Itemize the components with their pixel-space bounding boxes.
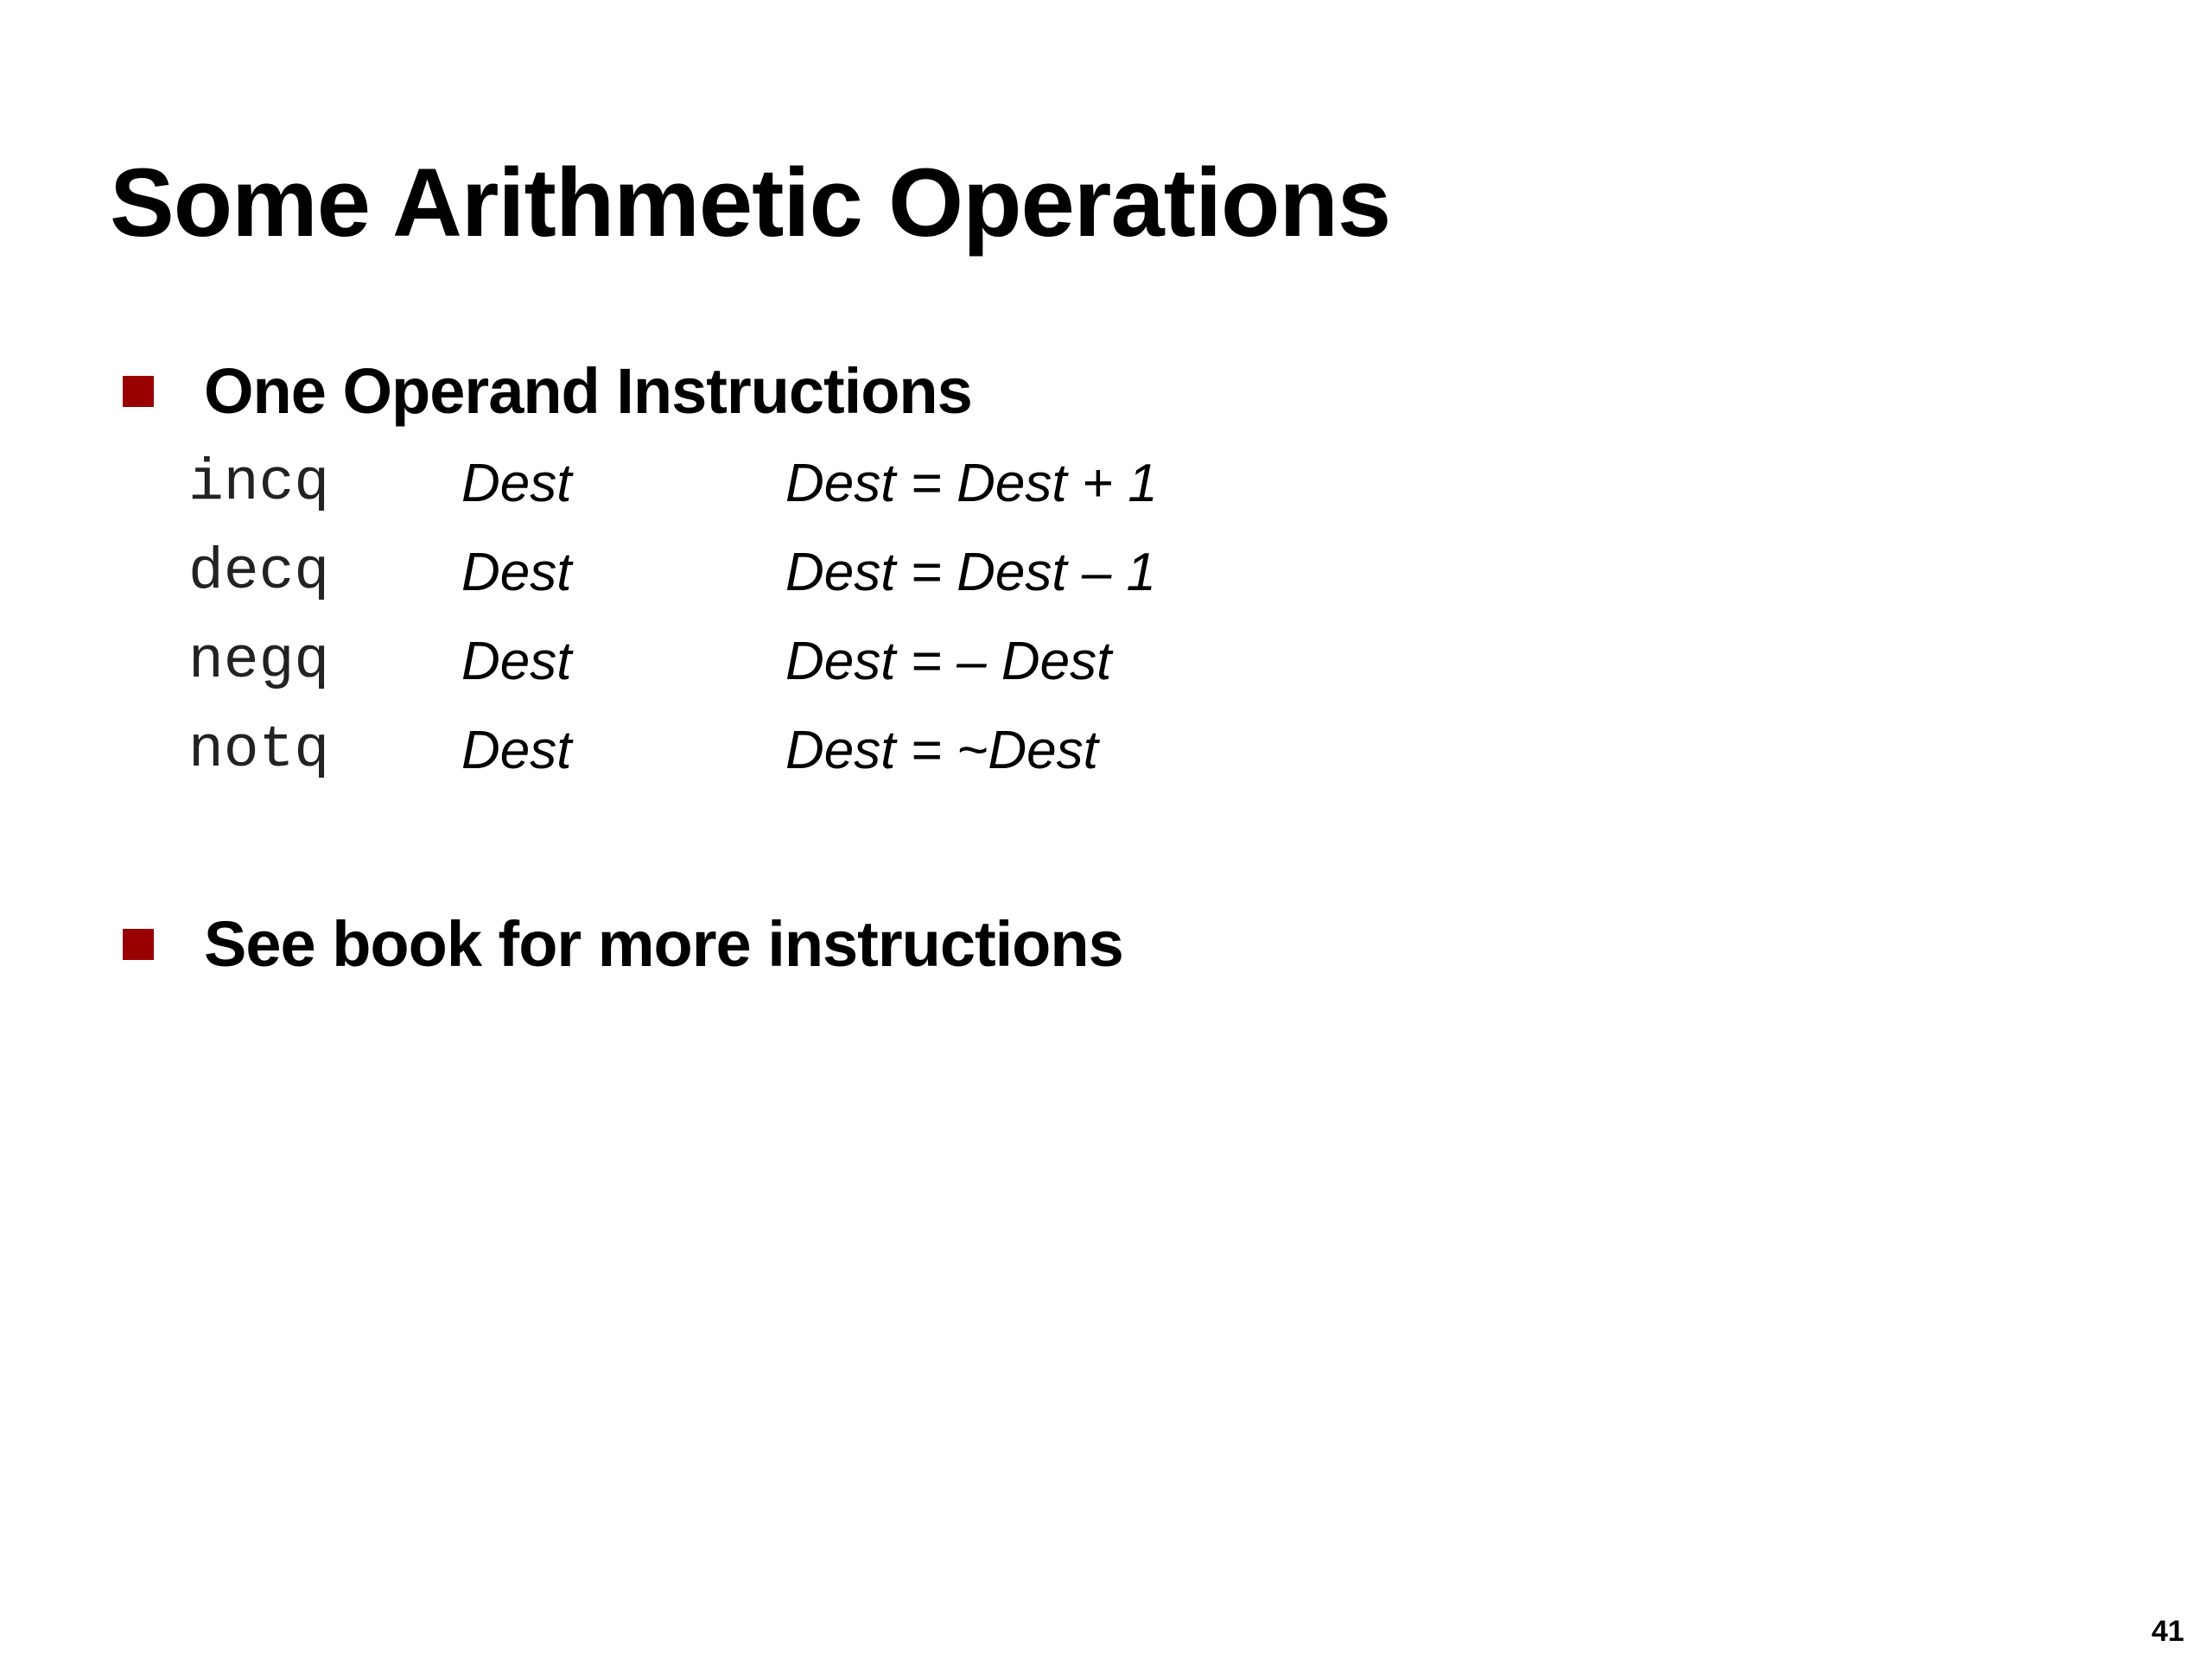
instruction-effect: Dest = ~Dest (785, 721, 1098, 780)
bullet-see-book (123, 903, 1123, 986)
slide-title: Some Arithmetic Operations (110, 149, 1391, 257)
bullet-label: One Operand Instructions (204, 355, 972, 427)
square-bullet-icon (123, 929, 154, 960)
square-bullet-icon (123, 376, 154, 407)
instruction-operand: Dest (461, 454, 572, 513)
instruction-mnemonic: notq (188, 717, 330, 784)
instruction-effect: Dest = Dest – 1 (785, 543, 1157, 602)
instruction-effect: Dest = Dest + 1 (785, 454, 1158, 513)
instruction-operand: Dest (461, 632, 572, 691)
instruction-mnemonic: incq (188, 450, 330, 517)
instruction-mnemonic: negq (188, 628, 330, 695)
bullet-one-operand (123, 350, 972, 433)
instruction-effect: Dest = – Dest (785, 632, 1112, 691)
instruction-mnemonic: decq (188, 539, 330, 606)
page-number: 41 (2152, 1615, 2184, 1648)
instruction-operand: Dest (461, 543, 572, 602)
bullet-label: See book for more instructions (204, 908, 1123, 980)
instruction-operand: Dest (461, 721, 572, 780)
